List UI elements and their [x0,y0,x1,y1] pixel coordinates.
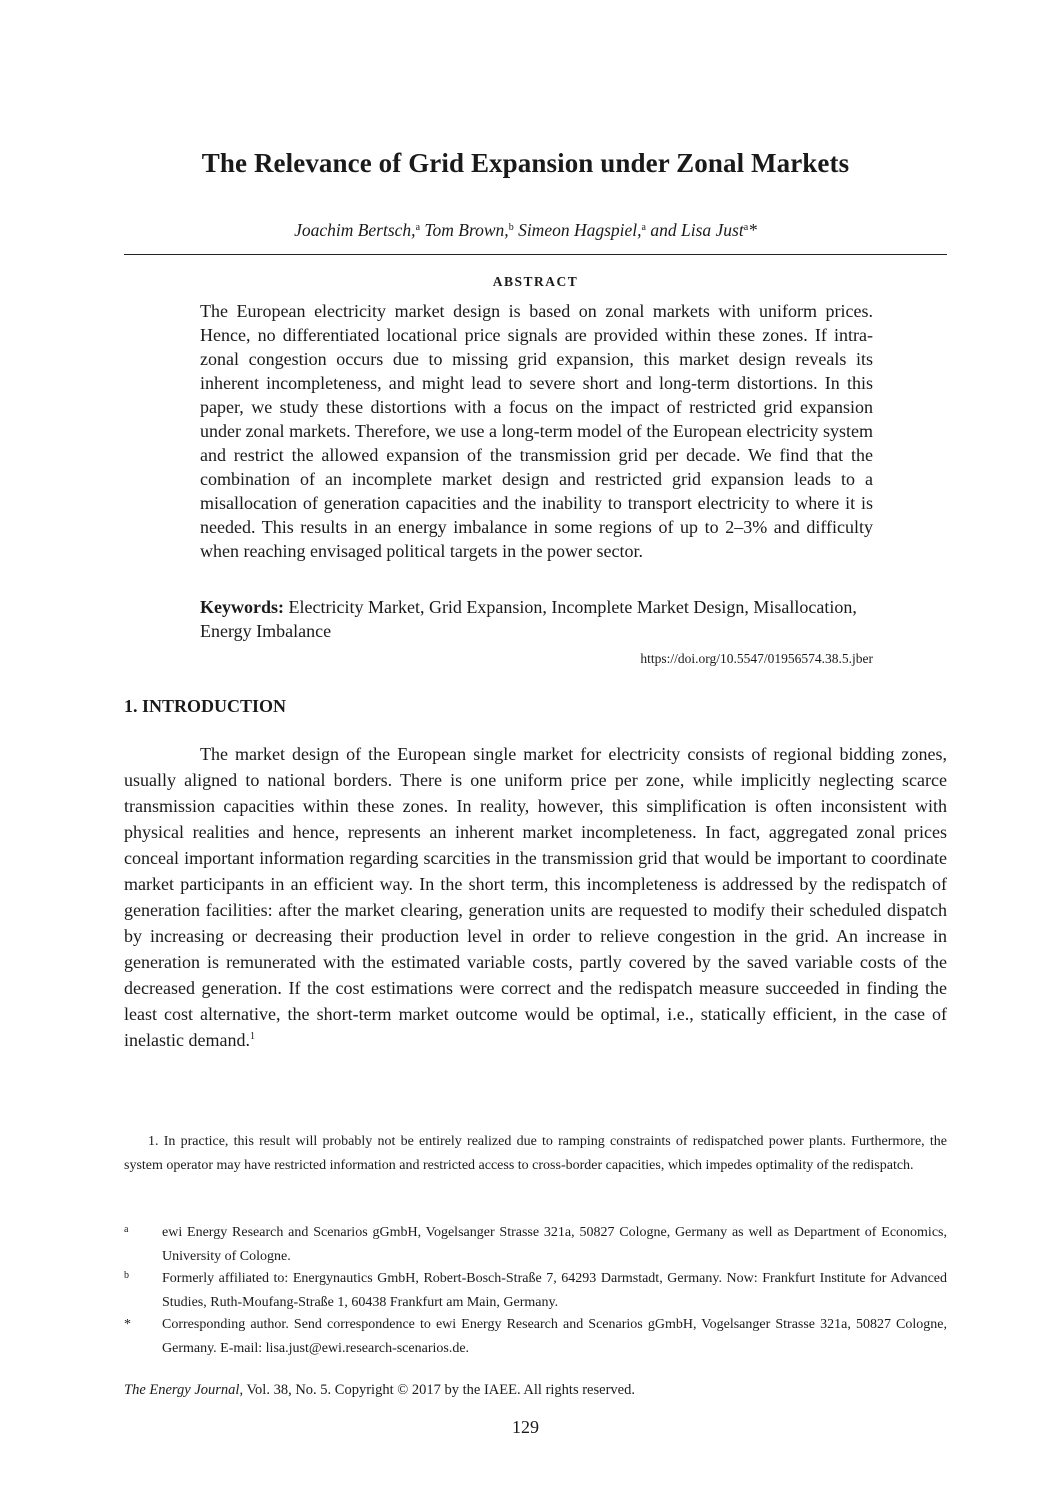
affiliation-marker: b [124,1270,129,1281]
footnote: 1. In practice, this result will probably not be entirely realized due to ramping constraints of redispatched power plants. Furthermore, the system operator may have restricted information and restricted access to cross-border capacities, which impedes optimality of the redispatch. [124,1134,947,1173]
affiliation-text: Formerly affiliated to: Energynautics GmbH, Robert-Bosch-Straße 7, 64293 Darmstadt, Germany. Now: Frankfurt Institute for Advanced Studies, Ruth-Moufang-Straße 1, 60438 Frankfurt am Main, Germany. [162,1271,947,1310]
affiliation-marker: a [641,222,646,233]
corresponding-author-marker: * [748,220,757,240]
author-name: Joachim Bertsch, [294,220,416,240]
affiliation-note [124,1267,947,1315]
affiliation-text: ewi Energy Research and Scenarios gGmbH, Vogelsanger Strasse 321a, 50827 Cologne, Germany as well as Department of Economics, University of Cologne. [162,1225,947,1264]
header-divider [124,254,947,255]
affiliation-marker: a [743,222,749,233]
keywords [200,595,873,643]
affiliation-marker: a [124,1224,129,1235]
intro-text: The market design of the European single market for electricity consists of regional bidding zones, usually aligned to national borders. There is one uniform price per zone, while implicitly neglecting scarce transmission capacities within these zones. In reality, however, this simplification is often inconsistent with physical realities and hence, represents an inherent market incompleteness. In fact, aggregated zonal prices conceal important information regarding scarcities in the transmission grid that would be important to coordinate market participants in an efficient way. In the short term, this incompleteness is addressed by the redispatch of generation facilities: after the market clearing, generation units are requested to modify their scheduled dispatch by increasing or decreasing their production level in order to relieve congestion in the grid. An increase in generation is remunerated with the estimated variable costs, partly covered by the saved variable costs of the decreased generation. If the cost estimations were correct and the redispatch measure succeeded in finding the least cost alternative, the short-term market outcome would be optimal, i.e., statically efficient, in the case of inelastic demand. [124,744,947,1050]
page-number: 129 [512,1417,539,1437]
footnote-marker[interactable]: 1 [249,1031,255,1042]
affiliation-marker: a [415,222,421,233]
corresponding-author-marker: * [124,1317,131,1332]
corresponding-author-text: Corresponding author. Send correspondence to ewi Energy Research and Scenarios gGmbH, Vogelsanger Strasse 321a, 50827 Cologne, Germany. E-mail: lisa.just@ewi.research-scenarios.de. [162,1317,947,1356]
corresponding-author-note [124,1313,947,1361]
affiliation-note [124,1221,947,1269]
abstract-text: The European electricity market design is based on zonal markets with uniform prices. Hence, no differentiated locational price signals are provided within these zones. If intra-zonal congestion occurs due to missing grid expansion, this market design reveals its inherent incompleteness, and might lead to severe short and long-term distortions. In this paper, we study these distortions with a focus on the impact of restricted grid expansion under zonal markets. Therefore, we use a long-term model of the European electricity system and restrict the allowed expansion of the transmission grid per decade. We find that the combination of an incomplete market design and restricted grid expansion leads to a misallocation of generation capacities and the inability to transport electricity to where it is needed. This results in an energy imbalance in some regions of up to 2–3% and difficulty when reaching envisaged political targets in the power sector. [200,301,873,561]
journal-citation [124,1382,635,1399]
author-name: Tom Brown, [424,220,509,240]
keywords-text: Electricity Market, Grid Expansion, Incomplete Market Design, Misallocation, Energy Imbalance [200,597,857,641]
author-name: Simeon Hagspiel, [518,220,642,240]
journal-details: , Vol. 38, No. 5. Copyright © 2017 by the IAEE. All rights reserved. [239,1382,635,1398]
author-name: and Lisa Just [650,220,744,240]
keywords-label: Keywords: [200,597,284,617]
paper-title: The Relevance of Grid Expansion under Zonal Markets [201,148,850,178]
author-line [0,220,1051,241]
abstract-heading: ABSTRACT [492,274,579,289]
journal-name: The Energy Journal [124,1382,240,1398]
intro-paragraph [124,741,947,1053]
affiliation-marker: b [508,222,514,233]
section-heading: 1. INTRODUCTION [124,696,287,716]
doi-link[interactable]: https://doi.org/10.5547/01956574.38.5.jber [640,651,873,666]
